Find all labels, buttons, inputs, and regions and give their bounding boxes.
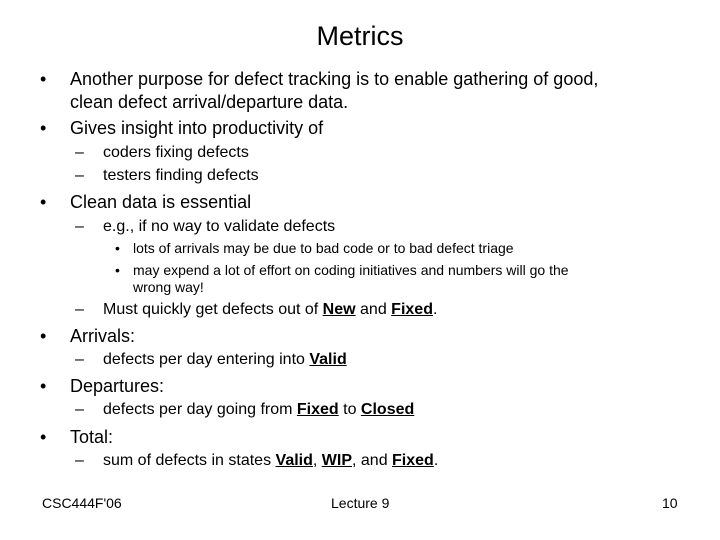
state-valid: Valid — [309, 351, 347, 368]
dash-marker: – — [75, 144, 84, 161]
bullet-marker: • — [40, 376, 47, 396]
state-fixed: Fixed — [392, 452, 434, 469]
state-wip: WIP — [321, 452, 352, 469]
bullet-5: Departures: — [70, 376, 165, 396]
footer-page-number: 10 — [662, 495, 678, 511]
bullet-marker: • — [40, 192, 47, 212]
text-segment: sum of defects in states — [103, 452, 276, 469]
bullet-marker: • — [40, 326, 47, 346]
bullet-2-sub-1: coders fixing defects — [103, 144, 249, 161]
state-valid: Valid — [275, 452, 313, 469]
bullet-2: Gives insight into productivity of — [70, 118, 324, 138]
bullet-3-sub-1: e.g., if no way to validate defects — [103, 218, 336, 235]
footer-course: CSC444F'06 — [42, 495, 122, 511]
bullet-6: Total: — [70, 427, 114, 447]
bullet-marker: • — [40, 118, 47, 138]
bullet-3-sub-1-a: lots of arrivals may be due to bad code or to bad defect triage — [133, 240, 514, 256]
bullet-5-sub — [103, 400, 414, 420]
text-segment: , — [312, 452, 322, 469]
dash-marker: – — [75, 167, 84, 184]
state-new: New — [322, 301, 356, 318]
bullet-3: Clean data is essential — [70, 192, 252, 212]
bullet-marker: • — [115, 262, 120, 278]
text-segment: defects per day entering into — [103, 351, 310, 368]
bullet-marker: • — [40, 427, 47, 447]
state-fixed: Fixed — [296, 401, 339, 418]
footer-lecture: Lecture 9 — [331, 495, 390, 511]
bullet-2-sub-2: testers finding defects — [103, 167, 259, 184]
dash-marker: – — [75, 218, 84, 235]
bullet-3-sub-1-b-line-2: wrong way! — [133, 279, 204, 295]
dash-marker: – — [75, 401, 84, 418]
dash-marker: – — [75, 351, 84, 368]
dash-marker: – — [75, 301, 84, 318]
text-segment: , and — [352, 452, 393, 469]
text-segment: defects per day going from — [103, 401, 297, 418]
bullet-4: Arrivals: — [70, 326, 136, 346]
slide-title: Metrics — [316, 21, 404, 51]
text-segment: and — [355, 301, 392, 318]
bullet-3-sub-1-b-line-1: may expend a lot of effort on coding initiatives and numbers will go the — [133, 262, 569, 278]
bullet-marker: • — [40, 69, 47, 89]
bullet-3-sub-2 — [103, 300, 437, 320]
bullet-4-sub — [103, 350, 347, 370]
bullet-6-sub — [103, 451, 438, 471]
state-fixed: Fixed — [391, 301, 433, 318]
state-closed: Closed — [360, 401, 415, 418]
text-segment: Must quickly get defects out of — [103, 301, 323, 318]
bullet-1-line-1: Another purpose for defect tracking is to enable gathering of good, — [70, 69, 599, 89]
text-segment: . — [433, 452, 439, 469]
text-segment: . — [432, 301, 438, 318]
bullet-marker: • — [115, 240, 120, 256]
dash-marker: – — [75, 452, 84, 469]
text-segment: to — [338, 401, 361, 418]
bullet-1-line-2: clean defect arrival/departure data. — [70, 92, 349, 112]
